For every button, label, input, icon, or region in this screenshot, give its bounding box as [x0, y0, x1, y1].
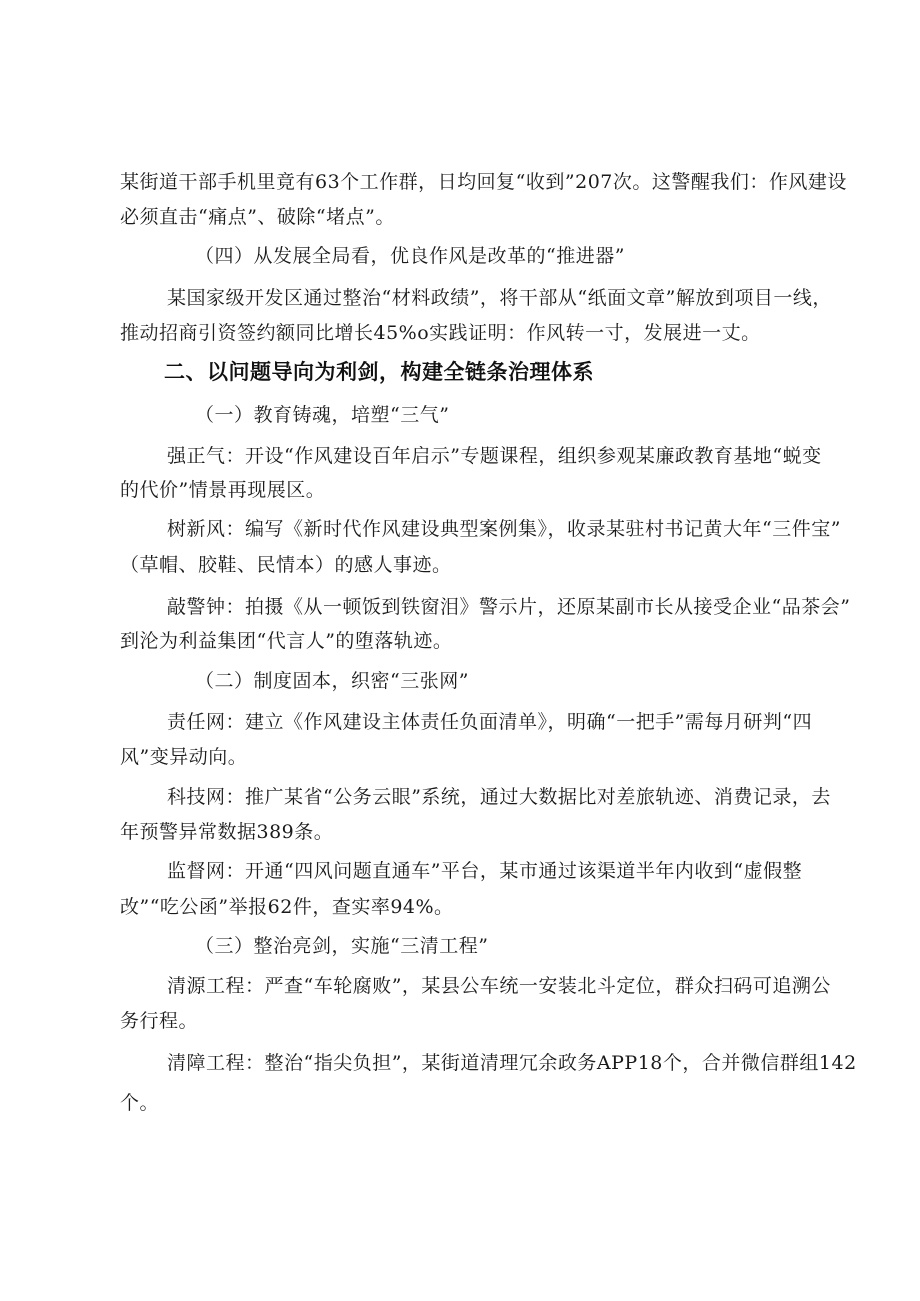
- paragraph-line: （草帽、胶鞋、民情本）的感人事迹。: [120, 554, 452, 576]
- paragraph-line: 清源工程：严查“车轮腐败”，某县公车统一安装北斗定位，群众扫码可追溯公: [167, 975, 831, 997]
- paragraph-line: 某街道干部手机里竟有63个工作群，日均回复“收到”207次。这警醒我们：作风建设: [120, 171, 847, 193]
- paragraph-line: 改”“吃公函”举报62件，查实率94%。: [120, 896, 454, 918]
- section-subheading: （四）从发展全局看，优良作风是改革的“推进器”: [195, 245, 625, 267]
- paragraph-line: 清障工程：整治“指尖负担”，某街道清理冗余政务APP18个，合并微信群组142: [167, 1052, 857, 1074]
- paragraph-line: 科技网：推广某省“公务云眼”系统，通过大数据比对差旅轨迹、消费记录，去: [167, 786, 831, 808]
- paragraph-line: 个。: [120, 1092, 160, 1114]
- section-subheading: （三）整治亮剑，实施“三清工程”: [195, 935, 489, 957]
- section-subheading: （二）制度固本，织密“三张网”: [195, 670, 469, 692]
- paragraph-line: 到沦为利益集团“代言人”的堕落轨迹。: [120, 630, 453, 652]
- paragraph-line: 监督网：开通“四风问题直通车”平台，某市通过该渠道半年内收到“虚假整: [167, 860, 803, 882]
- section-heading: 二、以问题导向为利剑，构建全链条治理体系: [164, 360, 594, 384]
- paragraph-line: 风”变异动向。: [120, 746, 248, 768]
- paragraph-line: 务行程。: [120, 1010, 199, 1032]
- paragraph-line: 敲警钟：拍摄《从一顿饭到铁窗泪》警示片，还原某副市长从接受企业“品茶会”: [167, 596, 851, 618]
- paragraph-line: 必须直击“痛点”、破除“堵点”。: [120, 206, 395, 228]
- paragraph-line: 某国家级开发区通过整治“材料政绩”，将干部从“纸面文章”解放到项目一线，: [167, 287, 832, 309]
- paragraph-line: 树新风：编写《新时代作风建设典型案例集》，收录某驻村书记黄大年“三件宝”: [167, 518, 841, 540]
- section-subheading: （一）教育铸魂，培塑“三气”: [195, 404, 450, 426]
- paragraph-line: 强正气：开设“作风建设百年启示”专题课程，组织参观某廉政教育基地“蜕变: [167, 445, 822, 467]
- paragraph-line: 推动招商引资签约额同比增长45%o实践证明：作风转一寸，发展进一丈。: [120, 322, 761, 344]
- paragraph-line: 的代价”情景再现展区。: [120, 479, 326, 501]
- paragraph-line: 年预警异常数据389条。: [120, 821, 334, 843]
- paragraph-line: 责任网：建立《作风建设主体责任负面清单》，明确“一把手”需每月研判“四: [167, 711, 813, 733]
